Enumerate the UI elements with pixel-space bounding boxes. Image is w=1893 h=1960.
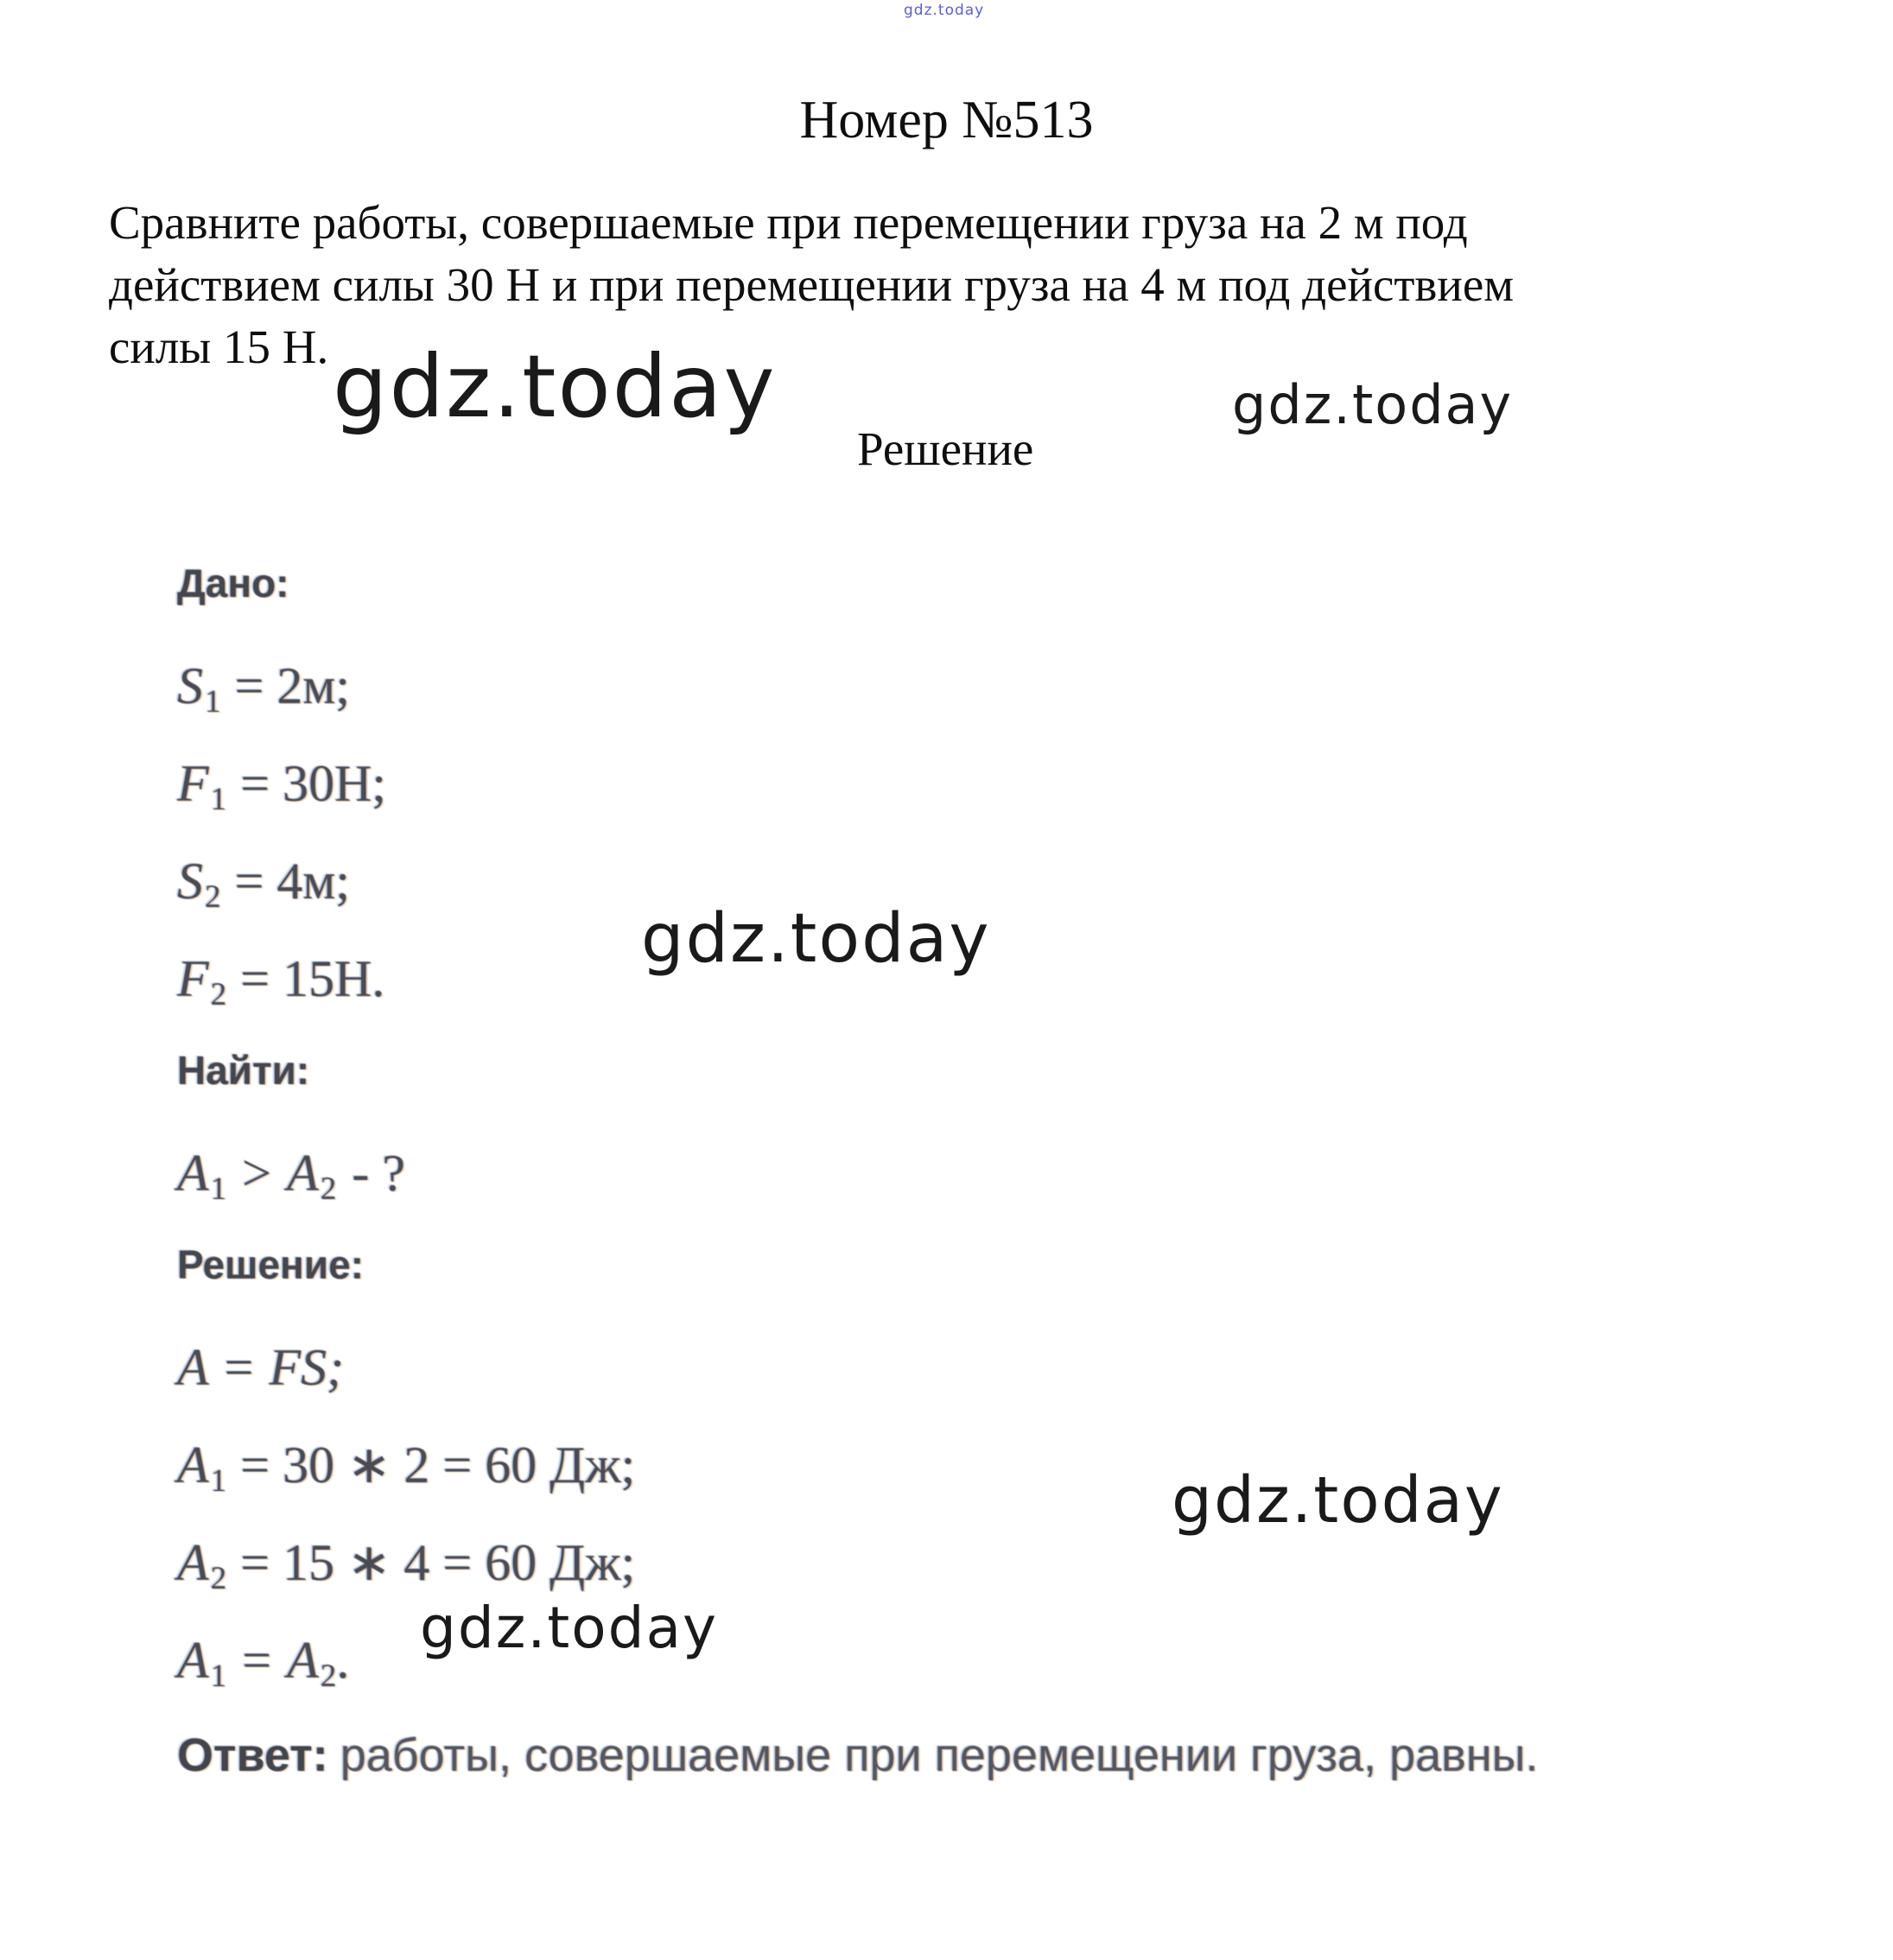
subscript: 2	[205, 879, 221, 916]
watermark-large-left: gdz.today	[333, 336, 777, 437]
equation-value: = 4м;	[234, 853, 351, 910]
calculation-value: = 15 ∗ 4 = 60 Дж;	[240, 1534, 636, 1591]
variable: A	[287, 1145, 319, 1202]
variable: F	[177, 950, 209, 1007]
calculation-value: = 30 ∗ 2 = 60 Дж;	[240, 1437, 636, 1494]
page-title: Номер №513	[799, 91, 1094, 149]
solution-heading: Решение	[857, 422, 1034, 475]
variable: A	[177, 1145, 209, 1202]
given-equation-f1	[177, 755, 1538, 818]
solve-label: Решение:	[177, 1242, 365, 1287]
equals-sign: =	[224, 1339, 254, 1396]
variable: F	[177, 755, 209, 812]
equation-value: = 2м;	[234, 657, 351, 714]
conclusion-line	[177, 1632, 1538, 1695]
subscript: 2	[210, 977, 227, 1013]
watermark-right: gdz.today	[1232, 373, 1514, 436]
variable: A	[177, 1339, 209, 1396]
equals-sign: =	[242, 1632, 272, 1689]
subscript: 1	[210, 1659, 227, 1695]
variable: A	[287, 1632, 319, 1689]
watermark-top: gdz.today	[904, 2, 985, 19]
subscript: 2	[320, 1171, 337, 1208]
calculation-a2	[177, 1534, 1538, 1597]
answer-line	[177, 1729, 1539, 1781]
subscript: 1	[210, 1463, 227, 1500]
watermark-bottom-small: gdz.today	[420, 1595, 719, 1661]
given-equation-s2	[177, 853, 1538, 916]
answer-text: работы, совершаемые при перемещении груза, равны.	[340, 1729, 1539, 1781]
given-equation-s1	[177, 657, 1538, 720]
given-label: Дано:	[177, 561, 289, 606]
variable: S	[177, 657, 203, 714]
answer-label: Ответ:	[177, 1729, 328, 1781]
problem-line: действием силы 30 Н и при перемещении груза на 4 м под действием	[109, 258, 1515, 311]
equation-value: = 15Н.	[240, 950, 385, 1007]
problem-line: силы 15 Н.	[109, 320, 329, 373]
problem-line: Сравните работы, совершаемые при перемещении груза на 2 м под	[109, 196, 1468, 249]
formula-rhs: FS;	[269, 1339, 345, 1396]
subscript: 1	[210, 782, 227, 818]
solution-block	[177, 563, 1538, 1779]
variable: A	[177, 1534, 209, 1591]
watermark-middle: gdz.today	[641, 900, 991, 978]
variable: S	[177, 853, 203, 910]
watermark-bottom-right: gdz.today	[1172, 1463, 1504, 1538]
subscript: 2	[320, 1659, 337, 1695]
subscript: 1	[205, 684, 221, 720]
find-label: Найти:	[177, 1048, 310, 1093]
find-expression	[177, 1145, 1538, 1208]
subscript: 1	[210, 1171, 227, 1208]
variable: A	[177, 1437, 209, 1494]
subscript: 2	[210, 1561, 227, 1597]
equation-value: = 30Н;	[240, 755, 387, 812]
period: .	[336, 1632, 350, 1689]
question-mark: - ?	[352, 1145, 405, 1202]
relation-sign: >	[242, 1145, 272, 1202]
formula-line	[177, 1339, 1538, 1396]
problem-text	[109, 192, 1514, 378]
variable: A	[177, 1632, 209, 1689]
